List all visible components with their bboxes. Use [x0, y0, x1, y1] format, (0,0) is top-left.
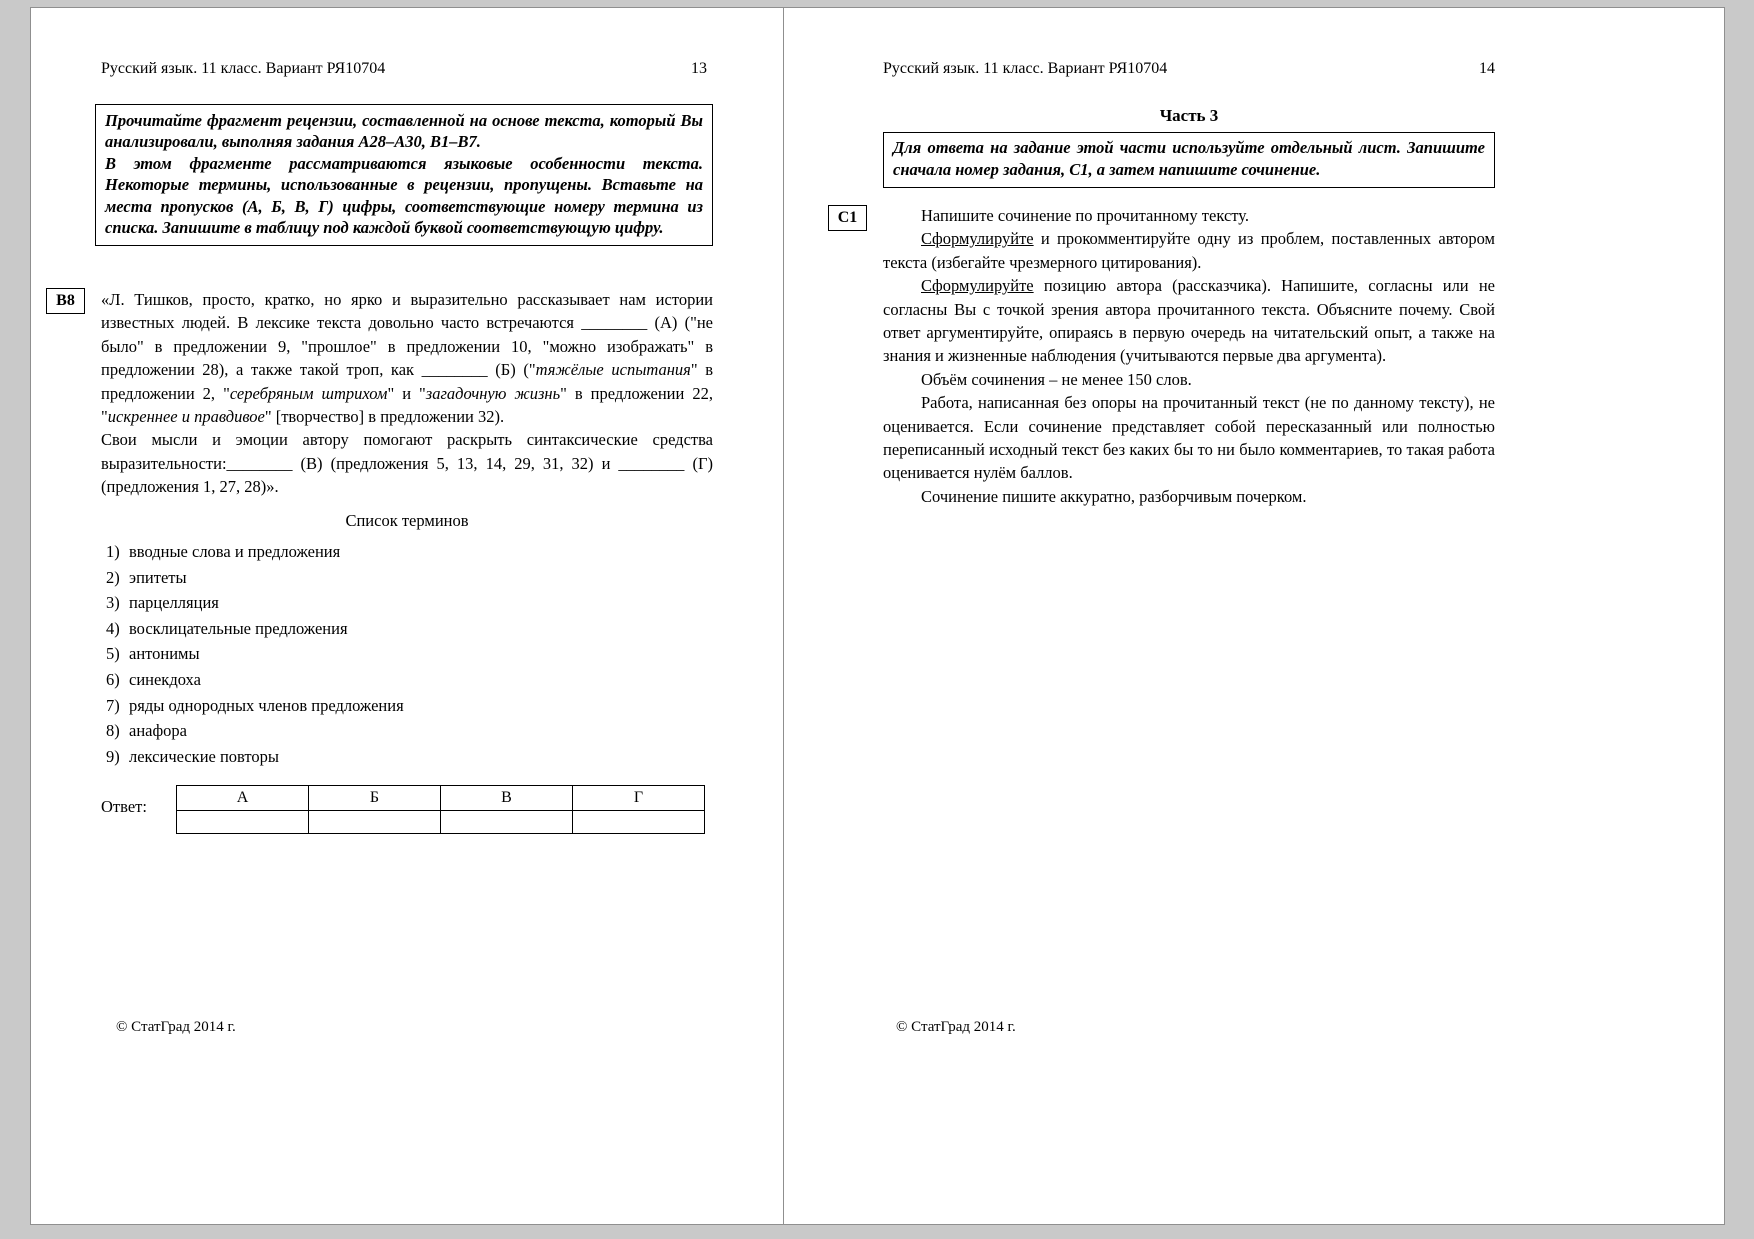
term-number: 5): [106, 644, 120, 664]
quoted-term-italic: тяжёлые испытания: [535, 360, 691, 380]
answer-cell-g: [573, 810, 705, 833]
instruction-paragraph-2: В этом фрагменте рассматриваются языковые особенности текста. Некоторые термины, использованные в рецензии, пропущены. Вставьте на места пропусков (А, Б, В, Г) цифры, соответствующие номеру термина из списка. Запишите в таблицу под каждой буквой соответствующую цифру.: [105, 153, 703, 238]
term-label: парцелляция: [129, 593, 219, 613]
term-label: анафора: [129, 721, 187, 741]
quoted-term-italic: серебряным штрихом: [229, 383, 388, 403]
answer-cell-b: [309, 810, 441, 833]
answer-cell-v: [441, 810, 573, 833]
part-3-title: Часть 3: [1159, 106, 1219, 125]
terms-list-item: [101, 642, 713, 665]
terms-list-item: [101, 566, 713, 589]
document-spread: [30, 7, 1725, 1225]
term-number: 7): [106, 695, 120, 715]
underlined-word: Сформулируйте: [921, 229, 1034, 249]
review-instruction-box: [95, 104, 713, 246]
text-fragment: «Л. Тишков, просто, кратко, но ярко и выразительно рассказывает нам истории известных людей. В лексике текста довольно часто встречаются ________ (А) ("не было" в предложении 9, "прошлое" в предложении 10, "можно изображать" в предложении 28), а также такой троп, как ________ (Б) (": [101, 290, 713, 380]
task-b8-body: [101, 288, 713, 834]
page-14-footer: © СтатГрад 2014 г.: [896, 1019, 1016, 1035]
term-label: антонимы: [129, 644, 200, 664]
answer-table: [176, 785, 705, 833]
page-13-header-title: Русский язык. 11 класс. Вариант РЯ10704: [101, 60, 386, 77]
answer-cell-a: [177, 810, 309, 833]
answer-label: Ответ:: [101, 797, 147, 817]
answer-column-a: А: [177, 786, 309, 810]
c1-paragraph-3: [883, 274, 1495, 368]
page-14-header: [883, 60, 1495, 78]
page-13-header: [101, 60, 707, 78]
terms-list-item: [101, 694, 713, 717]
terms-list-title: Список терминов: [345, 510, 469, 530]
term-number: 9): [106, 746, 120, 766]
text-fragment: " и ": [387, 383, 426, 403]
terms-list: [101, 540, 713, 768]
quoted-term-italic: загадочную жизнь: [425, 383, 561, 403]
part-3-instruction-text: Для ответа на задание этой части используйте отдельный лист. Запишите сначала номер задания, С1, а затем напишите сочинение.: [893, 138, 1485, 179]
task-c1-text: [883, 204, 1495, 508]
term-number: 6): [106, 670, 120, 690]
instruction-paragraph-1: Прочитайте фрагмент рецензии, составленной на основе текста, который Вы анализировали, выполняя задания А28–А30, В1–В7.: [105, 111, 703, 152]
page-13-footer: © СтатГрад 2014 г.: [116, 1019, 236, 1035]
task-b8-paragraph-2: Свои мысли и эмоции автору помогают раскрыть синтаксические средства выразительности:________ (В) (предложения 5, 13, 14, 29, 31, 32) и ________ (Г) (предложения 1, 27, 28)».: [101, 430, 713, 497]
text-fragment: " в предложении 22, ": [101, 383, 713, 427]
term-label: вводные слова и предложения: [129, 542, 341, 562]
task-c1-label: С1: [828, 205, 867, 231]
answer-column-b: Б: [309, 786, 441, 810]
answer-section: [101, 785, 713, 833]
term-number: 3): [106, 593, 120, 613]
page-divider: [783, 8, 784, 1224]
text-fragment: " [творчество] в предложении 32).: [264, 407, 505, 427]
terms-list-item: [101, 591, 713, 614]
term-number: 8): [106, 721, 120, 741]
text-fragment: и прокомментируйте одну из проблем, поставленных автором текста (избегайте чрезмерного цитирования).: [883, 229, 1495, 272]
page-13-page-number: 13: [691, 60, 707, 77]
terms-list-item: [101, 719, 713, 742]
text-fragment: позицию автора (рассказчика). Напишите, согласны или не согласны Вы с точкой зрения автора прочитанного текста. Объясните почему. Свой ответ аргументируйте, опираясь в первую очередь на читательский опыт, а также на знания и жизненные наблюдения (учитываются первые два аргумента).: [883, 276, 1495, 366]
answer-column-v: В: [441, 786, 573, 810]
terms-list-item: [101, 668, 713, 691]
c1-paragraph-5: Работа, написанная без опоры на прочитанный текст (не по данному тексту), не оценивается. Если сочинение представляет собой пересказанный или полностью переписанный исходный текст без каких бы то ни было комментариев, то такая работа оценивается нулём баллов.: [883, 393, 1495, 483]
text-fragment: " в предложении 2, ": [101, 360, 714, 403]
answer-table-value-row: [177, 810, 705, 833]
term-number: 2): [106, 567, 120, 587]
terms-list-item: [101, 617, 713, 640]
term-label: синекдоха: [129, 670, 201, 690]
quoted-term-italic: искреннее и правдивое: [107, 407, 265, 427]
c1-paragraph-2: [883, 227, 1495, 274]
task-b8-label: В8: [46, 288, 85, 314]
page-14-header-title: Русский язык. 11 класс. Вариант РЯ10704: [883, 60, 1168, 77]
c1-paragraph-4: Объём сочинения – не менее 150 слов.: [921, 369, 1192, 389]
terms-list-item: [101, 745, 713, 768]
term-label: эпитеты: [129, 567, 187, 587]
term-number: 4): [106, 618, 120, 638]
answer-table-header-row: [177, 786, 705, 810]
task-b8-paragraph-1: [101, 288, 713, 428]
term-label: восклицательные предложения: [129, 618, 348, 638]
part-3-instruction-box: [883, 132, 1495, 188]
term-label: лексические повторы: [129, 746, 280, 766]
part-3-body: [883, 104, 1495, 508]
term-number: 1): [106, 542, 120, 562]
term-label: ряды однородных членов предложения: [129, 695, 404, 715]
c1-paragraph-6: Сочинение пишите аккуратно, разборчивым почерком.: [921, 486, 1307, 506]
terms-list-item: [101, 540, 713, 563]
underlined-word: Сформулируйте: [921, 276, 1034, 296]
c1-paragraph-1: Напишите сочинение по прочитанному тексту.: [921, 206, 1249, 225]
page-14-page-number: 14: [1479, 60, 1495, 77]
answer-column-g: Г: [573, 786, 705, 810]
